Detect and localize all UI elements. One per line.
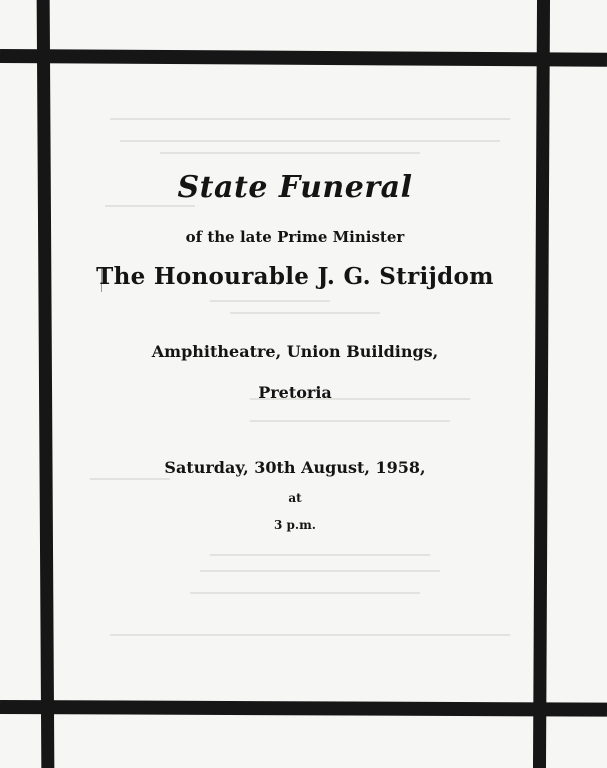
deceased-name: The Honourable J. G. Strijdom xyxy=(96,263,494,290)
funeral-date: Saturday, 30th August, 1958, xyxy=(164,458,426,477)
at-label: at xyxy=(288,491,302,505)
mourning-border-top xyxy=(0,49,607,67)
show-through-text xyxy=(105,205,195,207)
show-through-text xyxy=(210,554,430,556)
show-through-text xyxy=(200,570,440,572)
show-through-text xyxy=(120,140,500,142)
programme-subtitle: of the late Prime Minister xyxy=(185,228,405,246)
show-through-text xyxy=(210,300,330,302)
show-through-text xyxy=(110,118,510,120)
show-through-text xyxy=(110,634,510,636)
venue: Amphitheatre, Union Buildings, xyxy=(151,342,439,361)
show-through-text xyxy=(90,478,170,480)
mourning-border-right xyxy=(533,0,550,768)
show-through-text xyxy=(160,152,420,154)
city: Pretoria xyxy=(258,383,332,402)
show-through-text xyxy=(190,592,420,594)
show-through-text xyxy=(250,420,450,422)
mourning-border-bottom xyxy=(0,700,607,717)
show-through-text xyxy=(230,312,380,314)
funeral-time: 3 p.m. xyxy=(274,518,316,532)
mourning-border-left xyxy=(37,0,55,768)
programme-title: State Funeral xyxy=(177,170,413,205)
